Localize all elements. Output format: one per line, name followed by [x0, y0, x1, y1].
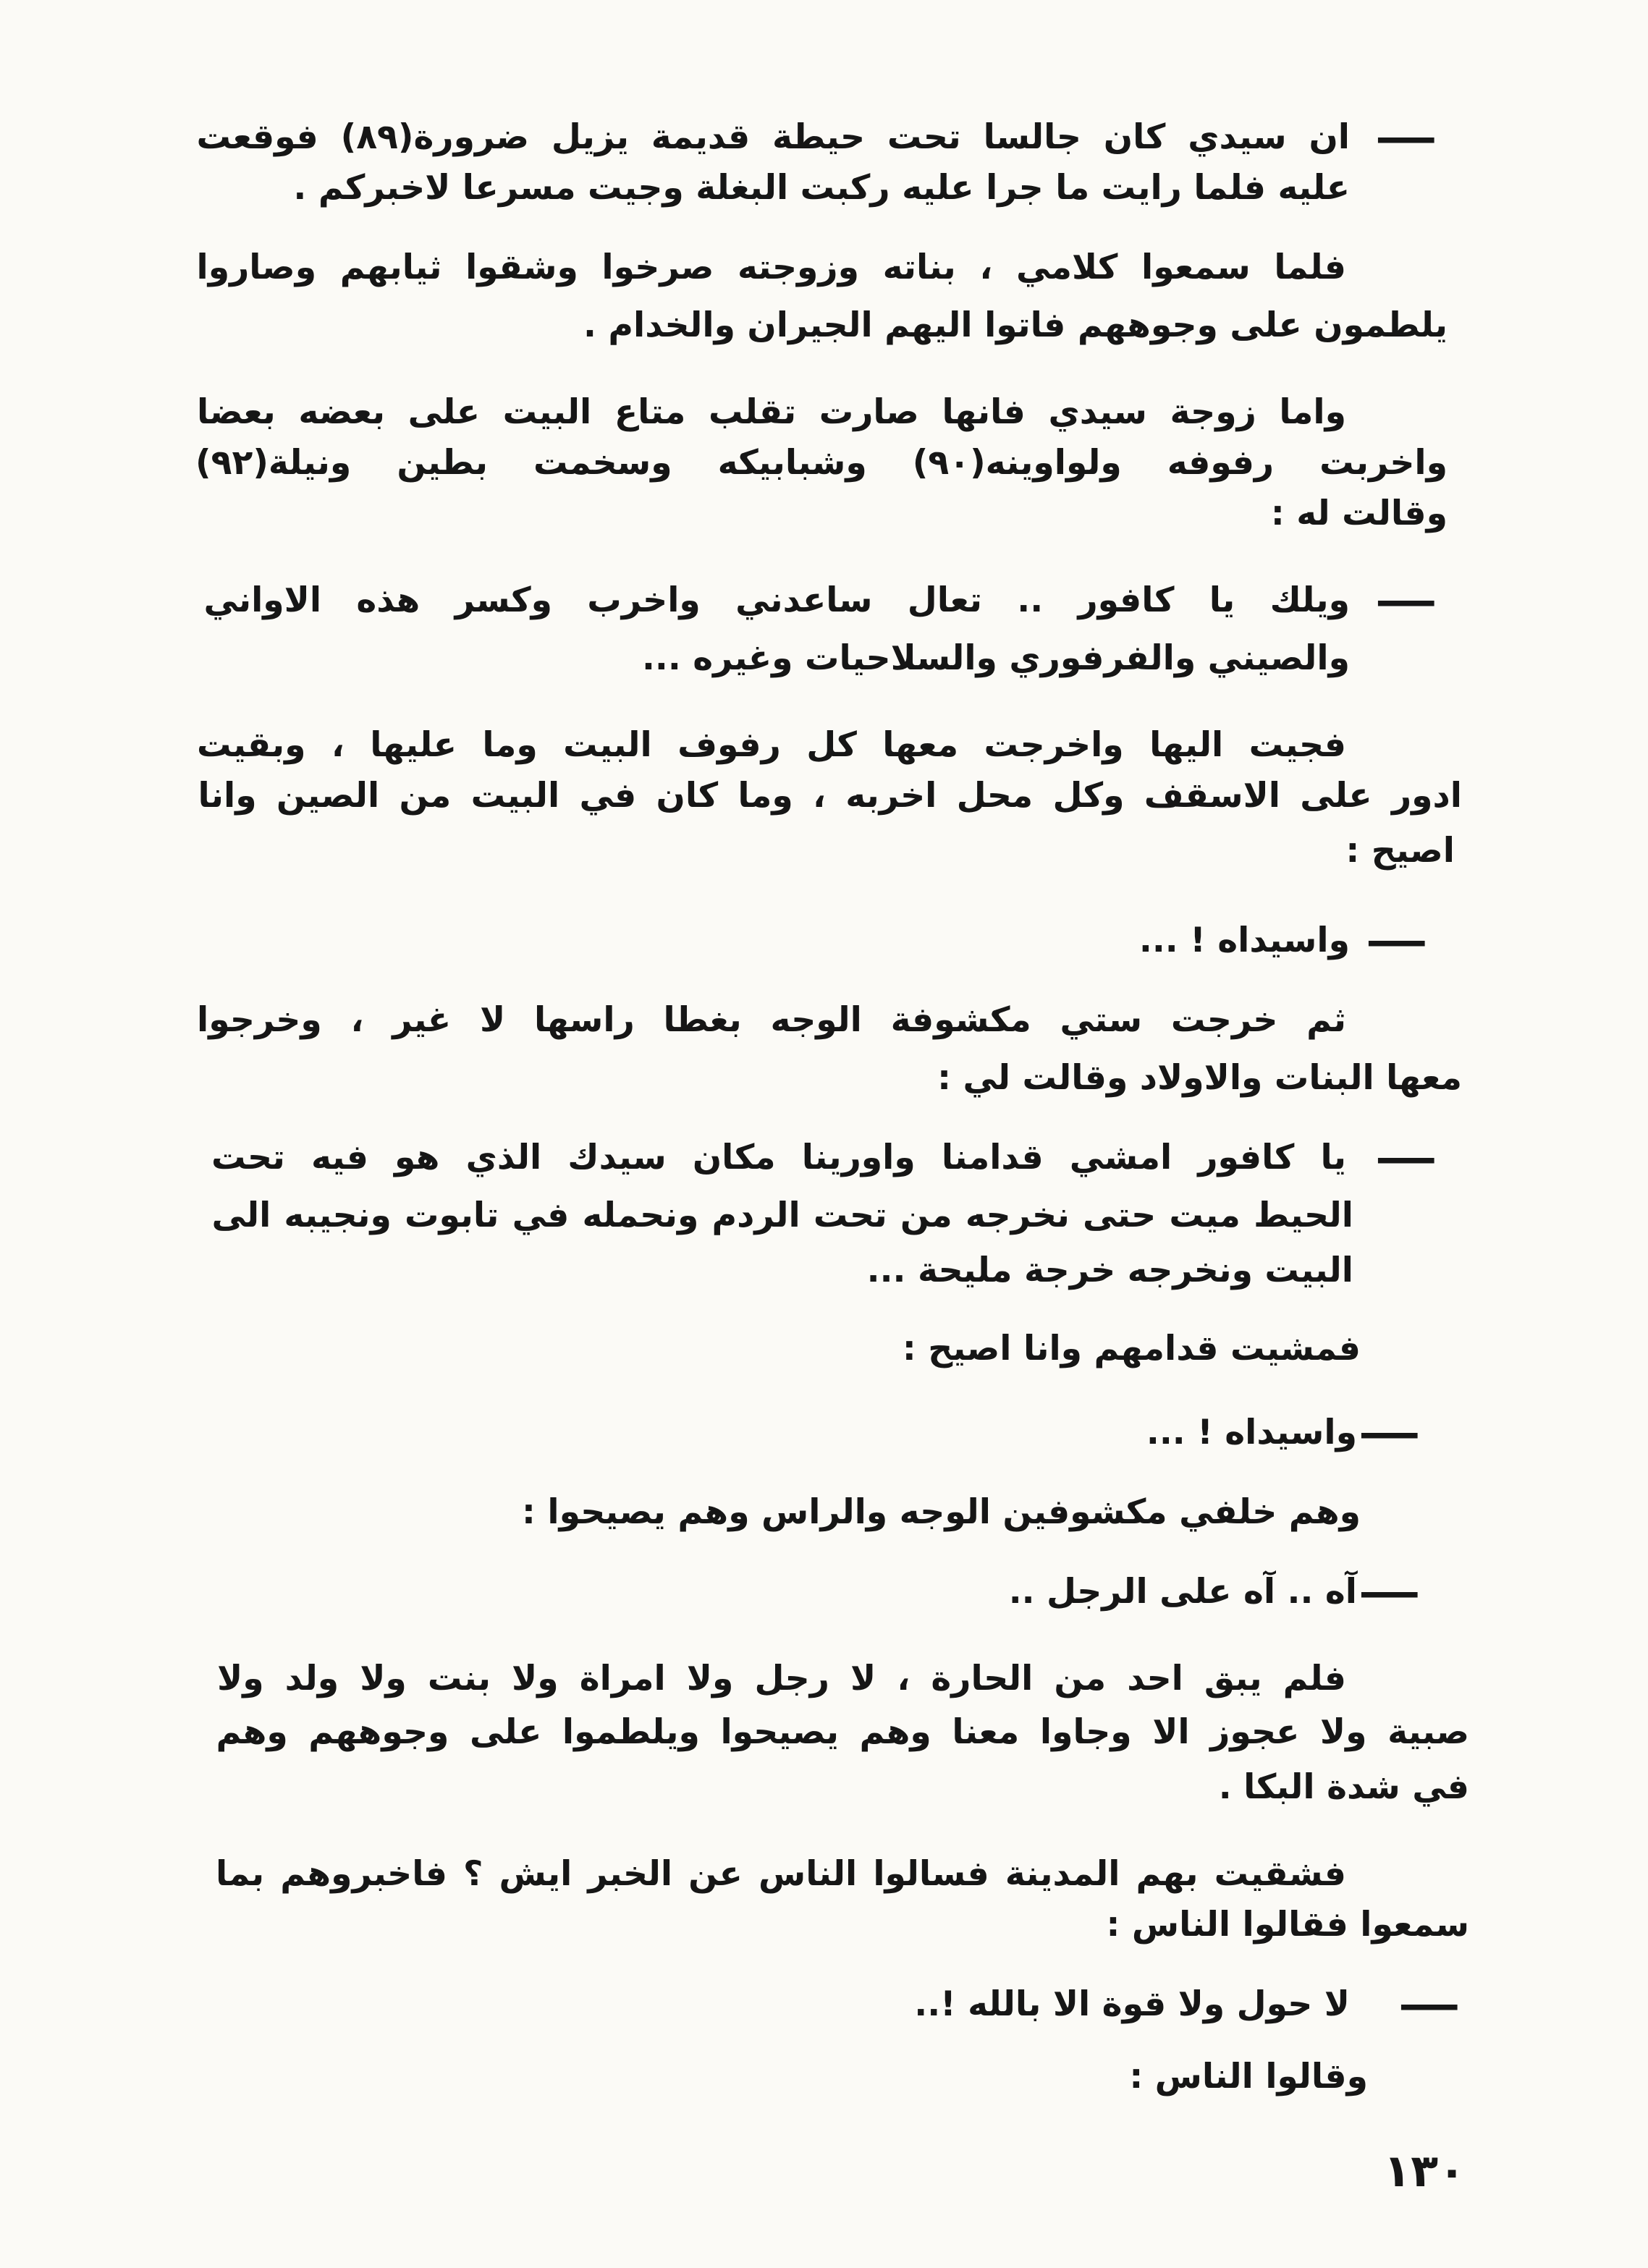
- paragraph-line: ادور على الاسقف وكل محل اخربه ، وما كان في البيت من الصين وانا: [198, 776, 1462, 816]
- dialogue-line: يا كافور امشي قدامنا واورينا مكان سيدك الذي هو فيه تحت: [211, 1138, 1346, 1177]
- paragraph-line: ثم خرجت ستي مكشوفة الوجه بغطا راسها لا غير ، وخرجوا: [197, 1000, 1346, 1040]
- dialogue-dash: —: [1374, 575, 1438, 626]
- paragraph-line: فجيت اليها واخرجت معها كل رفوف البيت وما عليها ، وبقيت: [197, 725, 1346, 765]
- paragraph-line: واخربت رفوفه ولواوينه(٩٠) وشبابيكه وسخمت بطين ونيلة(٩٢): [195, 443, 1448, 483]
- paragraph-line: واما زوجة سيدي فانها صارت تقلب متاع البيت على بعضه بعضا: [197, 392, 1346, 432]
- paragraph-line: وقالوا الناس :: [1129, 2057, 1368, 2096]
- dialogue-line: الحيط ميت حتى نخرجه من تحت الردم ونحمله في تابوت ونجيبه الى: [211, 1196, 1353, 1235]
- dialogue-dash: —: [1358, 1567, 1421, 1617]
- paragraph-line: فشقيت بهم المدينة فسالوا الناس عن الخبر ايش ؟ فاخبروهم بما: [216, 1854, 1346, 1894]
- dialogue-line: واسيداه ! ...: [1146, 1413, 1357, 1452]
- paragraph-line: فلم يبق احد من الحارة ، لا رجل ولا امراة ولا بنت ولا ولد ولا: [217, 1659, 1346, 1698]
- dialogue-line: عليه فلما رايت ما جرا عليه ركبت البغلة وجيت مسرعا لاخبركم .: [293, 168, 1350, 208]
- paragraph-line: فلما سمعوا كلامي ، بناته وزوجته صرخوا وشقوا ثيابهم وصاروا: [196, 247, 1346, 287]
- dialogue-line: ان سيدي كان جالسا تحت حيطة قديمة يزيل ضرورة(٨٩) فوقعت: [196, 117, 1350, 157]
- paragraph-line: صبية ولا عجوز الا وجاوا معنا وهم يصيحوا ويلطموا على وجوههم وهم: [216, 1712, 1469, 1752]
- dialogue-dash: —: [1374, 1133, 1438, 1183]
- dialogue-line: واسيداه ! ...: [1138, 921, 1350, 960]
- paragraph-line: وهم خلفي مكشوفين الوجه والراس وهم يصيحوا :: [522, 1492, 1361, 1532]
- dialogue-dash: —: [1374, 112, 1438, 163]
- dialogue-dash: —: [1358, 1408, 1421, 1458]
- paragraph-line: في شدة البكا .: [1218, 1767, 1469, 1807]
- paragraph-line: معها البنات والاولاد وقالت لي :: [937, 1058, 1462, 1098]
- paragraph-line: فمشيت قدامهم وانا اصيح :: [902, 1329, 1361, 1368]
- paragraph-line: سمعوا فقالوا الناس :: [1106, 1905, 1469, 1945]
- dialogue-line: البيت ونخرجه خرجة مليحة ...: [866, 1251, 1353, 1290]
- dialogue-dash: —: [1398, 1979, 1461, 2030]
- dialogue-line: والصيني والفرفوري والسلاحيات وغيره ...: [641, 638, 1350, 678]
- paragraph-line: اصيح :: [1345, 831, 1455, 871]
- dialogue-line: ويلك يا كافور .. تعال ساعدني واخرب وكسر هذه الاواني: [203, 580, 1350, 620]
- paragraph-line: يلطمون على وجوههم فاتوا اليهم الجيران والخدام .: [583, 305, 1448, 345]
- dialogue-line: لا حول ولا قوة الا بالله !..: [914, 1984, 1350, 2024]
- paragraph-line: وقالت له :: [1270, 494, 1448, 533]
- page-number: ١٣٠: [1383, 2144, 1466, 2197]
- dialogue-line: آه .. آه على الرجل ..: [1008, 1572, 1357, 1612]
- dialogue-dash: —: [1365, 915, 1429, 966]
